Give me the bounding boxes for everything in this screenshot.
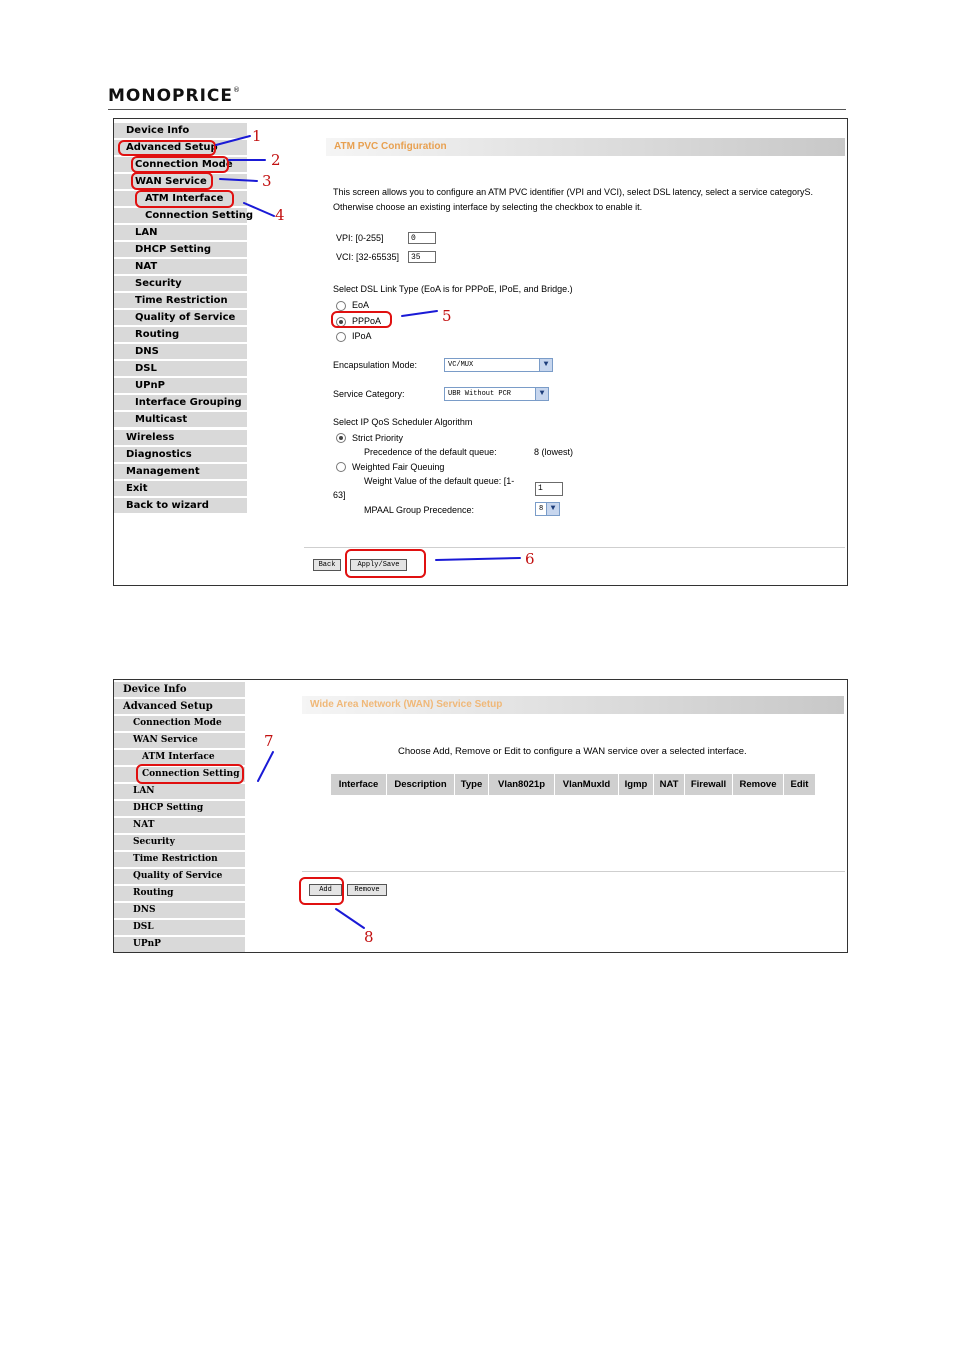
arrow-3 xyxy=(220,179,257,181)
remove-button[interactable]: Remove xyxy=(347,884,387,896)
sidebar-item-nat[interactable]: NAT xyxy=(114,259,247,274)
sidebar-item-advanced-setup[interactable]: Advanced Setup xyxy=(114,699,245,714)
col-edit: Edit xyxy=(784,774,815,795)
sidebar-item-time-restriction[interactable]: Time Restriction xyxy=(114,293,247,308)
sidebar-item-device-info[interactable]: Device Info xyxy=(114,123,247,138)
link-type-label: Select DSL Link Type (EoA is for PPPoE, IPoE, and Bridge.) xyxy=(333,284,573,294)
sidebar-item-security[interactable]: Security xyxy=(114,835,245,850)
arrow-1 xyxy=(216,136,250,145)
sidebar-item-dhcp-setting[interactable]: DHCP Setting xyxy=(114,801,245,816)
col-description: Description xyxy=(387,774,455,795)
sidebar-item-multicast[interactable]: Multicast xyxy=(114,412,247,427)
sidebar-item-dhcp-setting[interactable]: DHCP Setting xyxy=(114,242,247,257)
sidebar-item-atm-interface[interactable]: ATM Interface xyxy=(114,191,247,206)
sidebar-item-wan-service[interactable]: WAN Service xyxy=(114,733,245,748)
page-title: Wide Area Network (WAN) Service Setup xyxy=(302,696,844,714)
sidebar-item-dns[interactable]: DNS xyxy=(114,344,247,359)
vci-input[interactable]: 35 xyxy=(408,251,436,263)
link-type-eoa-label: EoA xyxy=(352,300,370,310)
step-number-3: 3 xyxy=(262,172,272,190)
sidebar-item-diagnostics[interactable]: Diagnostics xyxy=(114,447,247,462)
col-vlanmuxid: VlanMuxId xyxy=(555,774,619,795)
sidebar-item-dsl[interactable]: DSL xyxy=(114,361,247,376)
col-remove: Remove xyxy=(733,774,784,795)
qos-scheduler-label: Select IP QoS Scheduler Algorithm xyxy=(333,417,473,427)
sidebar-item-time-restriction[interactable]: Time Restriction xyxy=(114,852,245,867)
back-button[interactable]: Back xyxy=(313,559,341,571)
sidebar-item-upnp[interactable]: UPnP xyxy=(114,937,245,952)
sidebar-item-quality-of-service[interactable]: Quality of Service xyxy=(114,869,245,884)
sidebar-item-wan-service[interactable]: WAN Service xyxy=(114,174,247,189)
sidebar-item-management[interactable]: Management xyxy=(114,464,247,479)
arrow-6 xyxy=(436,558,520,560)
service-category-select[interactable]: UBR Without PCR ▼ xyxy=(444,387,549,401)
arrow-5 xyxy=(402,311,437,316)
col-vlan8021p: Vlan8021p xyxy=(489,774,555,795)
page-title: ATM PVC Configuration xyxy=(326,138,845,156)
arrow-7 xyxy=(258,752,273,781)
sidebar-item-device-info[interactable]: Device Info xyxy=(114,682,245,697)
monoprice-logo: MONOPRICE® xyxy=(108,86,242,106)
precedence-value: 8 (lowest) xyxy=(534,447,574,457)
vpi-label: VPI: [0-255] xyxy=(336,233,384,243)
step-number-6: 6 xyxy=(525,550,535,568)
sidebar-item-atm-interface[interactable]: ATM Interface xyxy=(114,750,245,765)
mpaal-label: MPAAL Group Precedence: xyxy=(364,505,475,515)
step-number-4: 4 xyxy=(275,206,285,224)
sidebar-item-connection-setting[interactable]: Connection Setting xyxy=(114,208,247,223)
sidebar-item-back-to-wizard[interactable]: Back to wizard xyxy=(114,498,247,513)
vci-label: VCI: [32-65535] xyxy=(336,252,400,262)
sidebar-item-lan[interactable]: LAN xyxy=(114,225,247,240)
col-interface: Interface xyxy=(331,774,387,795)
col-igmp: Igmp xyxy=(619,774,654,795)
add-button[interactable]: Add xyxy=(309,884,342,896)
precedence-label: Precedence of the default queue: xyxy=(364,447,497,457)
encapsulation-label: Encapsulation Mode: xyxy=(333,360,418,370)
sidebar-item-dsl[interactable]: DSL xyxy=(114,920,245,935)
arrow-8 xyxy=(336,909,364,928)
arrow-4 xyxy=(244,203,274,216)
chevron-down-icon: ▼ xyxy=(539,359,552,371)
sidebar-item-lan[interactable]: LAN xyxy=(114,784,245,799)
sidebar-item-connection-setting[interactable]: Connection Setting xyxy=(114,767,245,782)
step-number-7: 7 xyxy=(264,732,274,750)
weight-value-label: Weight Value of the default queue: [1- xyxy=(364,476,515,486)
vpi-input[interactable]: 0 xyxy=(408,232,436,244)
step-number-8: 8 xyxy=(364,928,374,946)
step-number-5: 5 xyxy=(442,307,452,325)
col-nat: NAT xyxy=(654,774,685,795)
weight-value-label-cont: 63] xyxy=(333,490,346,500)
link-type-ipoa-label: IPoA xyxy=(352,331,372,341)
page-description: This screen allows you to configure an ATM PVC identifier (VPI and VCI), select DSL latency, select a service categoryS. Otherwise choose an existing interface by selecting the checkbox to enable it. xyxy=(333,187,814,212)
sidebar-item-connection-mode[interactable]: Connection Mode xyxy=(114,716,245,731)
strict-priority-label: Strict Priority xyxy=(352,433,404,443)
apply-save-button[interactable]: Apply/Save xyxy=(350,559,407,571)
wfq-label: Weighted Fair Queuing xyxy=(352,462,445,472)
sidebar-item-nat[interactable]: NAT xyxy=(114,818,245,833)
service-category-label: Service Category: xyxy=(333,389,405,399)
page-instruction: Choose Add, Remove or Edit to configure a WAN service over a selected interface. xyxy=(398,746,747,757)
sidebar-item-wireless[interactable]: Wireless xyxy=(114,430,247,445)
sidebar-item-dns[interactable]: DNS xyxy=(114,903,245,918)
sidebar-item-upnp[interactable]: UPnP xyxy=(114,378,247,393)
chevron-down-icon: ▼ xyxy=(546,503,559,515)
step-number-2: 2 xyxy=(271,151,281,169)
link-type-pppoa-label: PPPoA xyxy=(352,316,382,326)
sidebar-item-routing[interactable]: Routing xyxy=(114,327,247,342)
mpaal-select[interactable]: 8 ▼ xyxy=(535,502,560,516)
col-type: Type xyxy=(455,774,489,795)
chevron-down-icon: ▼ xyxy=(535,388,548,400)
sidebar-item-quality-of-service[interactable]: Quality of Service xyxy=(114,310,247,325)
sidebar-item-interface-grouping[interactable]: Interface Grouping xyxy=(114,395,247,410)
weight-value-input[interactable]: 1 xyxy=(535,482,563,496)
sidebar-item-security[interactable]: Security xyxy=(114,276,247,291)
encapsulation-select[interactable]: VC/MUX ▼ xyxy=(444,358,553,372)
sidebar-item-connection-mode[interactable]: Connection Mode xyxy=(114,157,247,172)
col-firewall: Firewall xyxy=(685,774,733,795)
sidebar-item-advanced-setup[interactable]: Advanced Setup xyxy=(114,140,247,155)
sidebar-item-exit[interactable]: Exit xyxy=(114,481,247,496)
step-number-1: 1 xyxy=(252,127,262,145)
sidebar-item-routing[interactable]: Routing xyxy=(114,886,245,901)
